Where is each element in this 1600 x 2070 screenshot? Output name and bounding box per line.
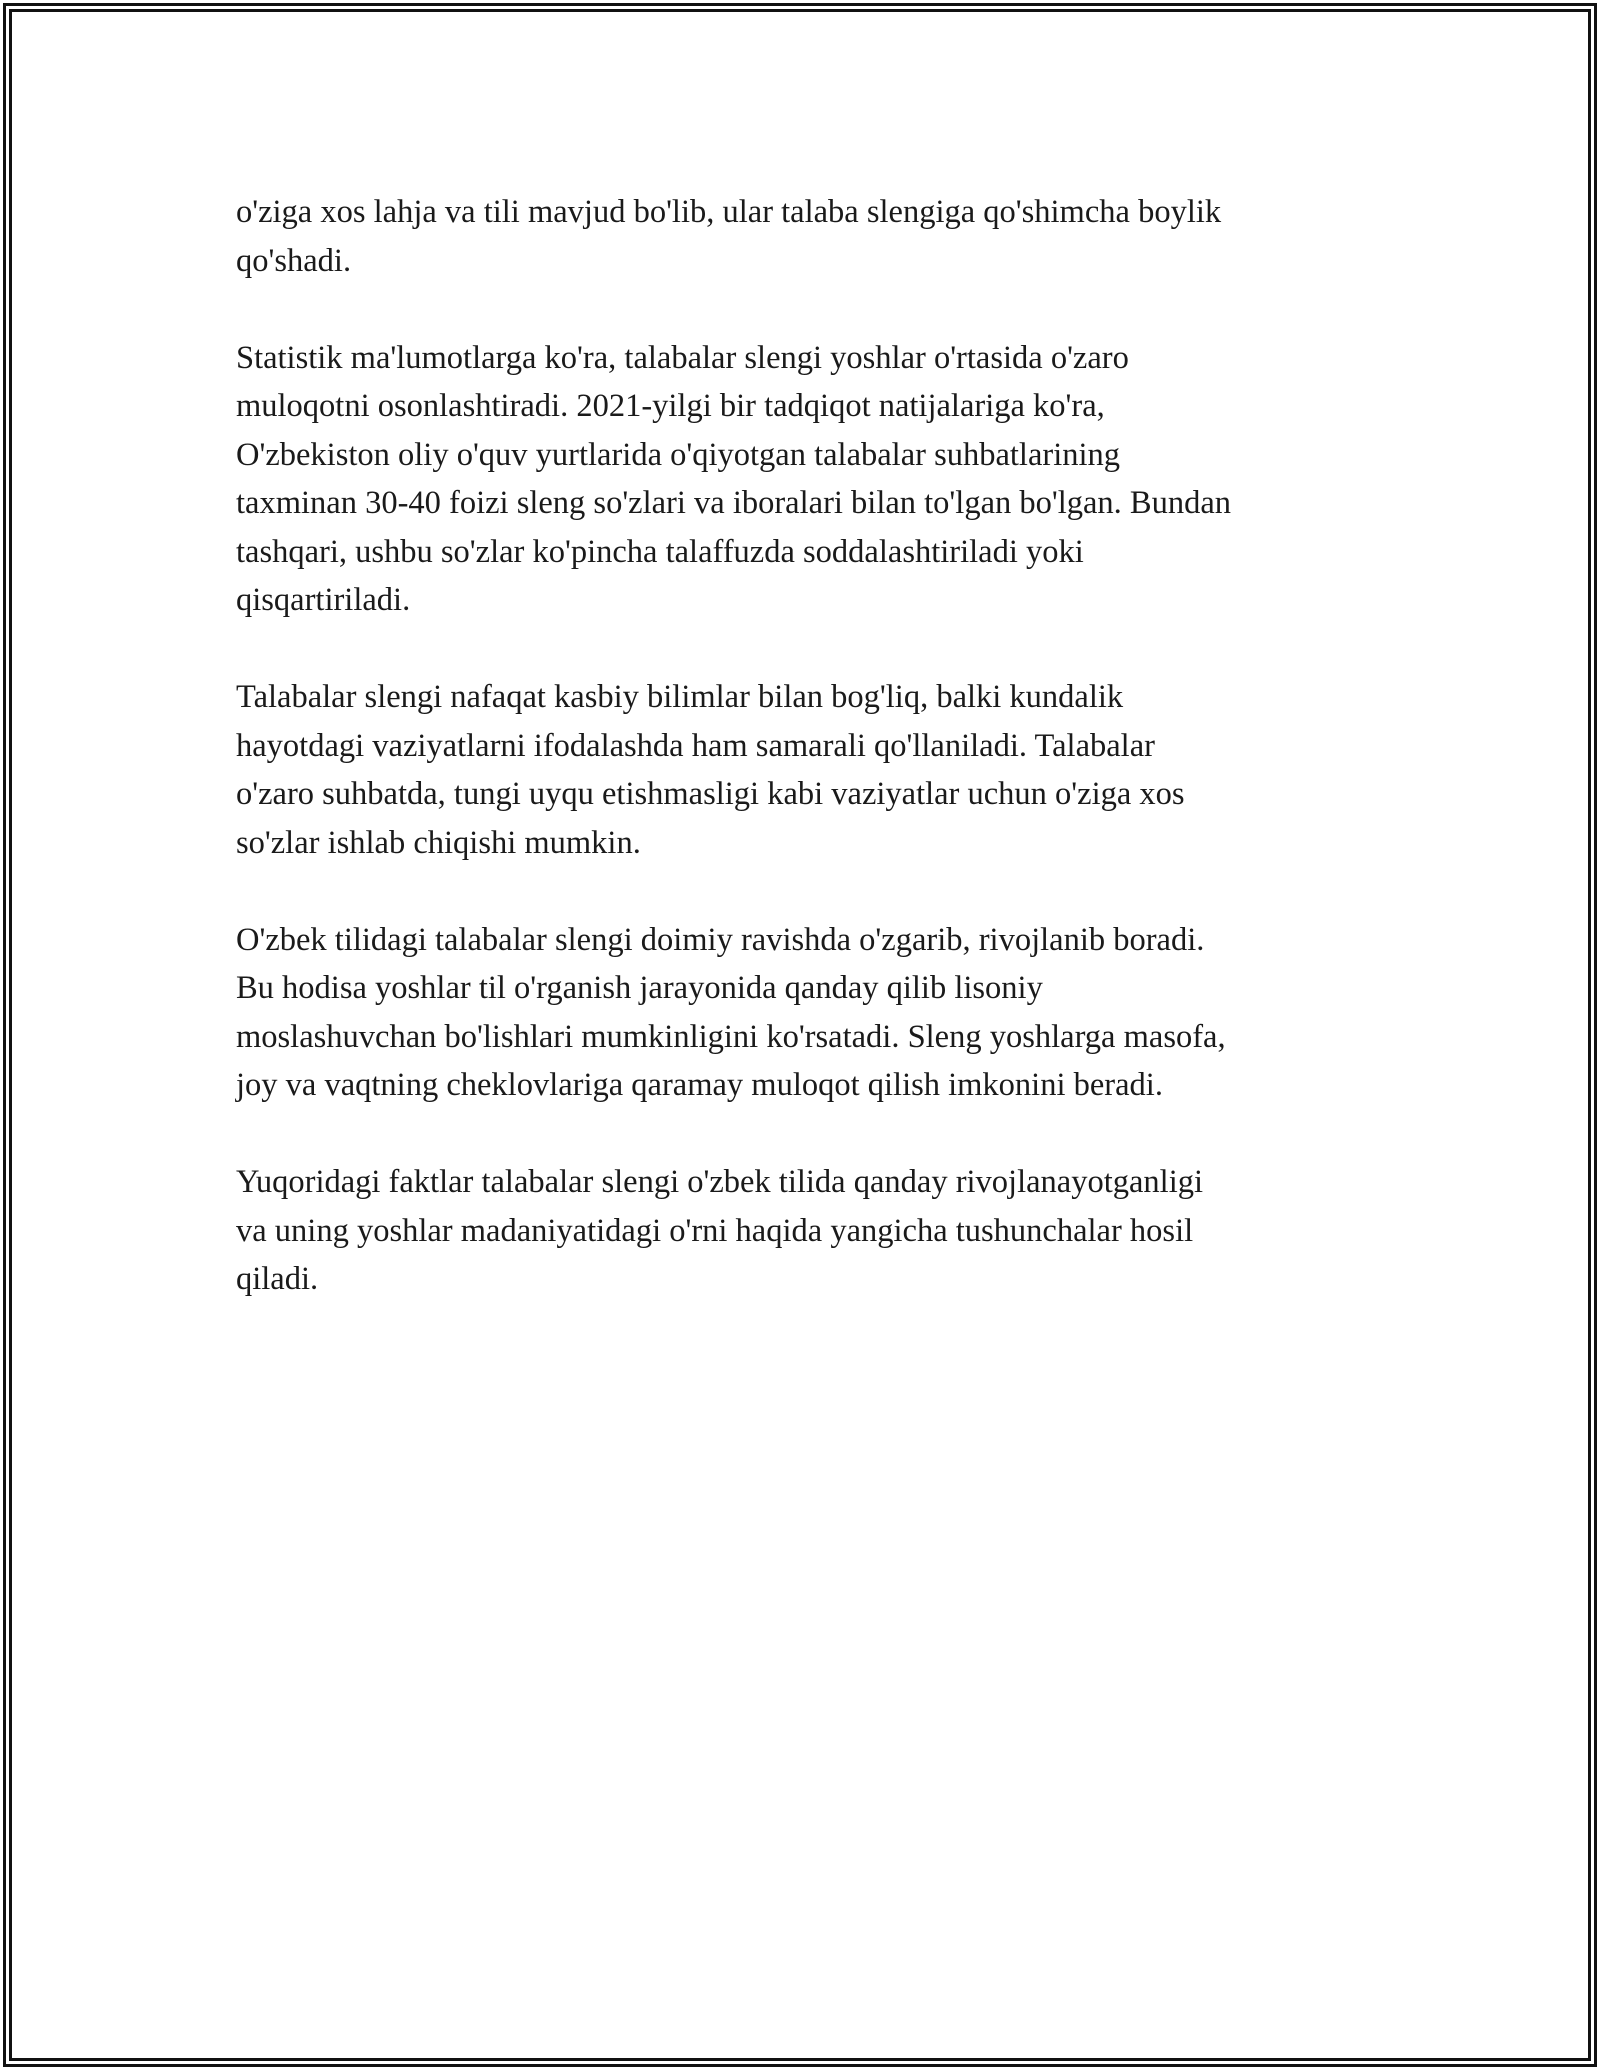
paragraph: Yuqoridagi faktlar talabalar slengi o'zbek tilida qanday rivojlanayotganligi va uning yoshlar madaniyatidagi o'rni haqida yangicha tushunchalar hosil qiladi. bbox=[236, 1164, 1204, 1297]
paragraph: O'zbek tilidagi talabalar slengi doimiy ravishda o'zgarib, rivojlanib boradi. Bu hodisa yoshlar til o'rganish jarayonida qanday qilib lisoniy moslashuvchan bo'lishlari mumkinligini ko'rsatadi. Sleng yoshlarga masofa, joy va vaqtning cheklovlariga qaramay muloqot qilish imkonini beradi. bbox=[236, 921, 1226, 1103]
paragraph: Statistik ma'lumotlarga ko'ra, talabalar slengi yoshlar o'rtasida o'zaro muloqotni osonlashtiradi. 2021-yilgi bir tadqiqot natijalariga ko'ra, O'zbekiston oliy o'quv yurtlarida o'qiyotgan talabalar suhbatlarining taxminan 30-40 foizi sleng so'zlari va iboralari bilan to'lgan bo'lgan. Bundan tashqari, ushbu so'zlar ko'pincha talaffuzda soddalashtiriladi yoki qisqartiriladi. bbox=[236, 339, 1232, 618]
document-body bbox=[236, 188, 1366, 1352]
paragraph: Talabalar slengi nafaqat kasbiy bilimlar bilan bog'liq, balki kundalik hayotdagi vaziyatlarni ifodalashda ham samarali qo'llaniladi. Talabalar o'zaro suhbatda, tungi uyqu etishmasligi kabi vaziyatlar uchun o'ziga xos so'zlar ishlab chiqishi mumkin. bbox=[236, 679, 1185, 861]
paragraph: o'ziga xos lahja va tili mavjud bo'lib, ular talaba slengiga qo'shimcha boylik qo'shadi. bbox=[236, 194, 1222, 279]
